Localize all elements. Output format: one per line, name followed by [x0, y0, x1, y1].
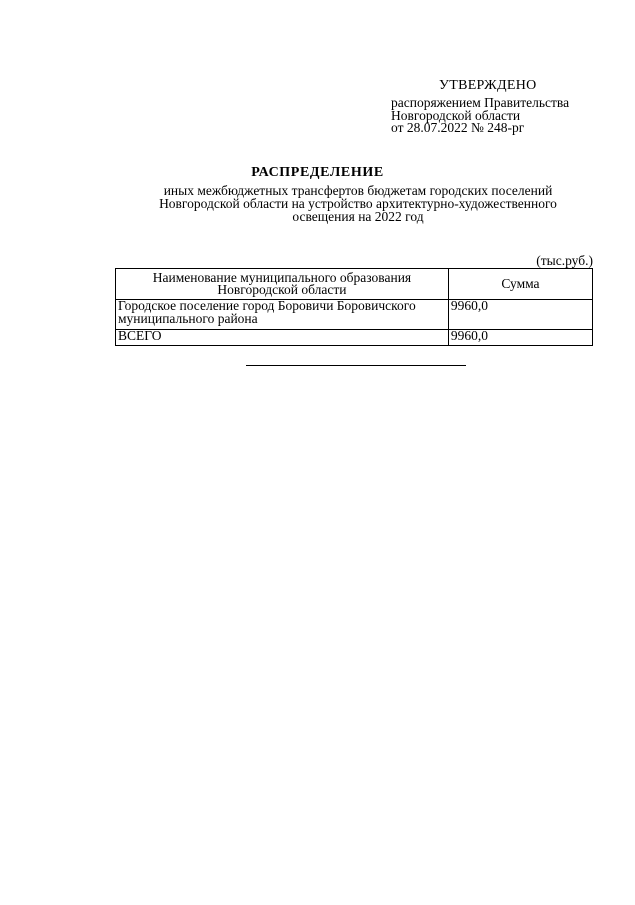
allocation-table [115, 268, 593, 346]
subtitle-line: иных межбюджетных трансфертов бюджетам городских поселений [163, 183, 553, 198]
closing-rule-line [246, 365, 466, 366]
approval-region-line: Новгородской области [391, 107, 521, 123]
header-name-line: Наименование муниципального образования [152, 269, 412, 285]
header-name-line: Новгородской области [217, 282, 347, 297]
document-title: РАСПРЕДЕЛЕНИЕ [251, 165, 384, 180]
document-subtitle [118, 185, 598, 223]
header-municipality-name [116, 269, 449, 300]
table-total-row [116, 330, 593, 346]
subtitle-line: Новгородской области на устройство архитектурно-художественного [159, 195, 557, 211]
row-name-line: Городское поселение город Боровичи Боровичского [118, 298, 416, 313]
row-sum: 9960,0 [448, 300, 592, 330]
approval-date-number-line: от 28.07.2022 № 248-рг [391, 120, 525, 135]
header-sum: Сумма [448, 269, 592, 300]
approval-block [391, 77, 621, 135]
row-name-line: муниципального района [118, 310, 258, 326]
row-municipality-name [116, 300, 449, 330]
approved-stamp-word: УТВЕРЖДЕНО [439, 78, 537, 93]
approval-order-line: распоряжением Правительства [391, 95, 570, 110]
total-sum: 9960,0 [448, 330, 592, 346]
subtitle-line: освещения на 2022 год [292, 208, 424, 224]
total-label: ВСЕГО [116, 330, 449, 346]
table-row [116, 300, 593, 330]
units-label: (тыс.руб.) [536, 253, 593, 268]
table-header-row [116, 269, 593, 300]
